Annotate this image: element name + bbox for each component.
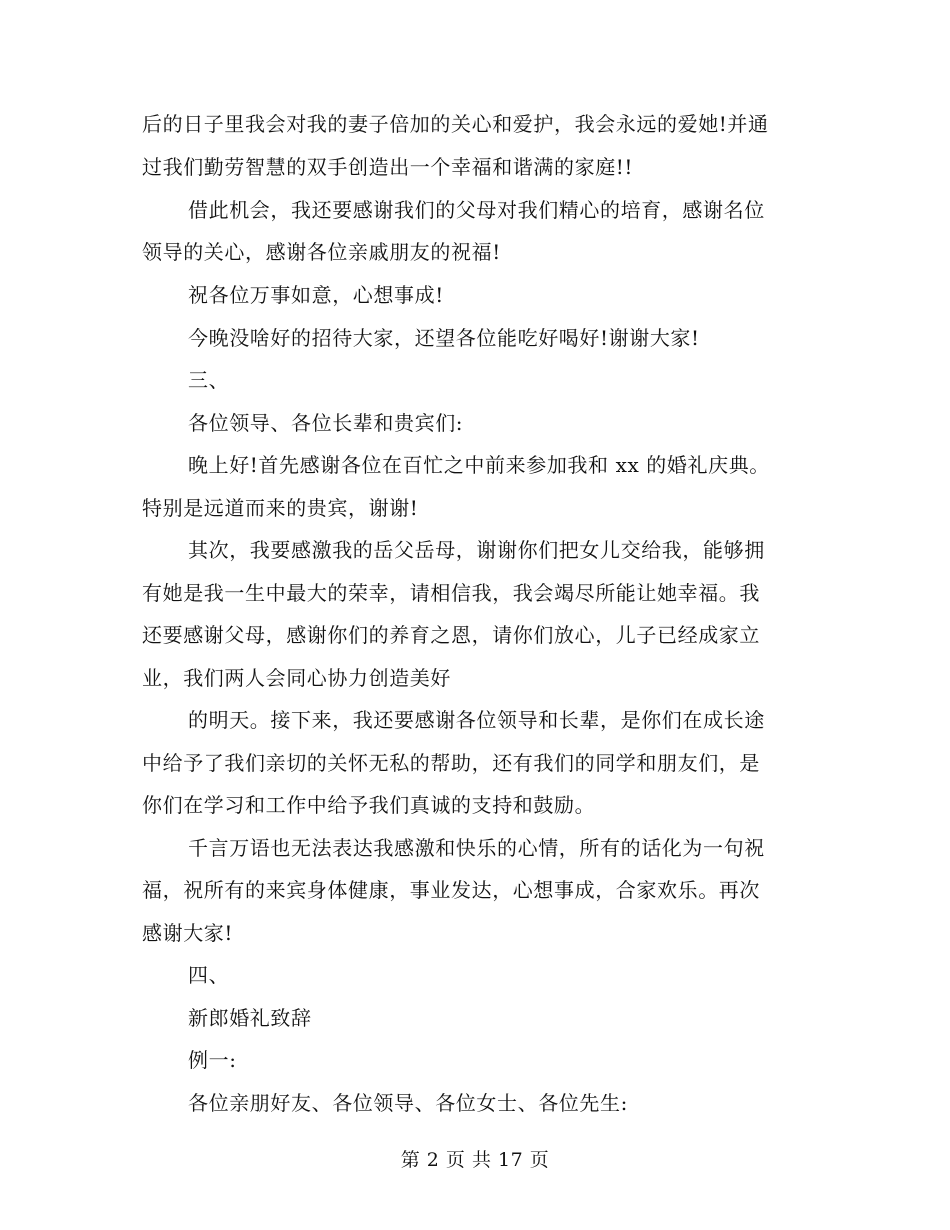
text-line: 千言万语也无法表达我感激和快乐的心情，所有的话化为一句祝 bbox=[188, 836, 765, 860]
text-line: 例一: bbox=[188, 1048, 237, 1072]
text-line: 中给予了我们亲切的关怀无私的帮助，还有我们的同学和朋友们，是 bbox=[142, 751, 760, 775]
text-line: 特别是远道而来的贵宾，谢谢! bbox=[142, 496, 419, 520]
text-line: 其次，我要感激我的岳父岳母，谢谢你们把女儿交给我，能够拥 bbox=[188, 538, 765, 562]
text-line: 你们在学习和工作中给予我们真诚的支持和鼓励。 bbox=[142, 793, 596, 817]
text-line: 借此机会，我还要感谢我们的父母对我们精心的培育，感谢名位 bbox=[188, 198, 765, 222]
text-line: 新郎婚礼致辞 bbox=[188, 1006, 312, 1030]
text-line: 福，祝所有的来宾身体健康，事业发达，心想事成，合家欢乐。再次 bbox=[142, 878, 760, 902]
section-heading: 四、 bbox=[188, 963, 230, 987]
section-heading: 三、 bbox=[188, 368, 230, 392]
text-line: 业，我们两人会同心协力创造美好 bbox=[142, 666, 451, 690]
text-line: 各位领导、各位长辈和贵宾们: bbox=[188, 411, 464, 435]
text-line: 后的日子里我会对我的妻子倍加的关心和爱护，我会永远的爱她!并通 bbox=[142, 112, 769, 136]
text-line: 感谢大家! bbox=[142, 921, 234, 945]
text-line: 领导的关心，感谢各位亲戚朋友的祝福! bbox=[142, 240, 501, 264]
page-number-footer: 第 2 页 共 17 页 bbox=[400, 1149, 550, 1171]
text-line: 有她是我一生中最大的荣幸，请相信我，我会竭尽所能让她幸福。我 bbox=[142, 581, 760, 605]
text-line: 过我们勤劳智慧的双手创造出一个幸福和谐满的家庭!! bbox=[142, 155, 634, 179]
text-line: 各位亲朋好友、各位领导、各位女士、各位先生: bbox=[188, 1091, 628, 1115]
text-line: 今晚没啥好的招待大家，还望各位能吃好喝好!谢谢大家! bbox=[188, 326, 700, 350]
text-line: 的明天。接下来，我还要感谢各位领导和长辈，是你们在成长途 bbox=[188, 708, 765, 732]
text-line: 晚上好!首先感谢各位在百忙之中前来参加我和 xx 的婚礼庆典。 bbox=[188, 453, 770, 477]
text-line: 祝各位万事如意，心想事成! bbox=[188, 283, 444, 307]
text-line: 还要感谢父母，感谢你们的养育之恩，请你们放心，儿子已经成家立 bbox=[142, 623, 760, 647]
